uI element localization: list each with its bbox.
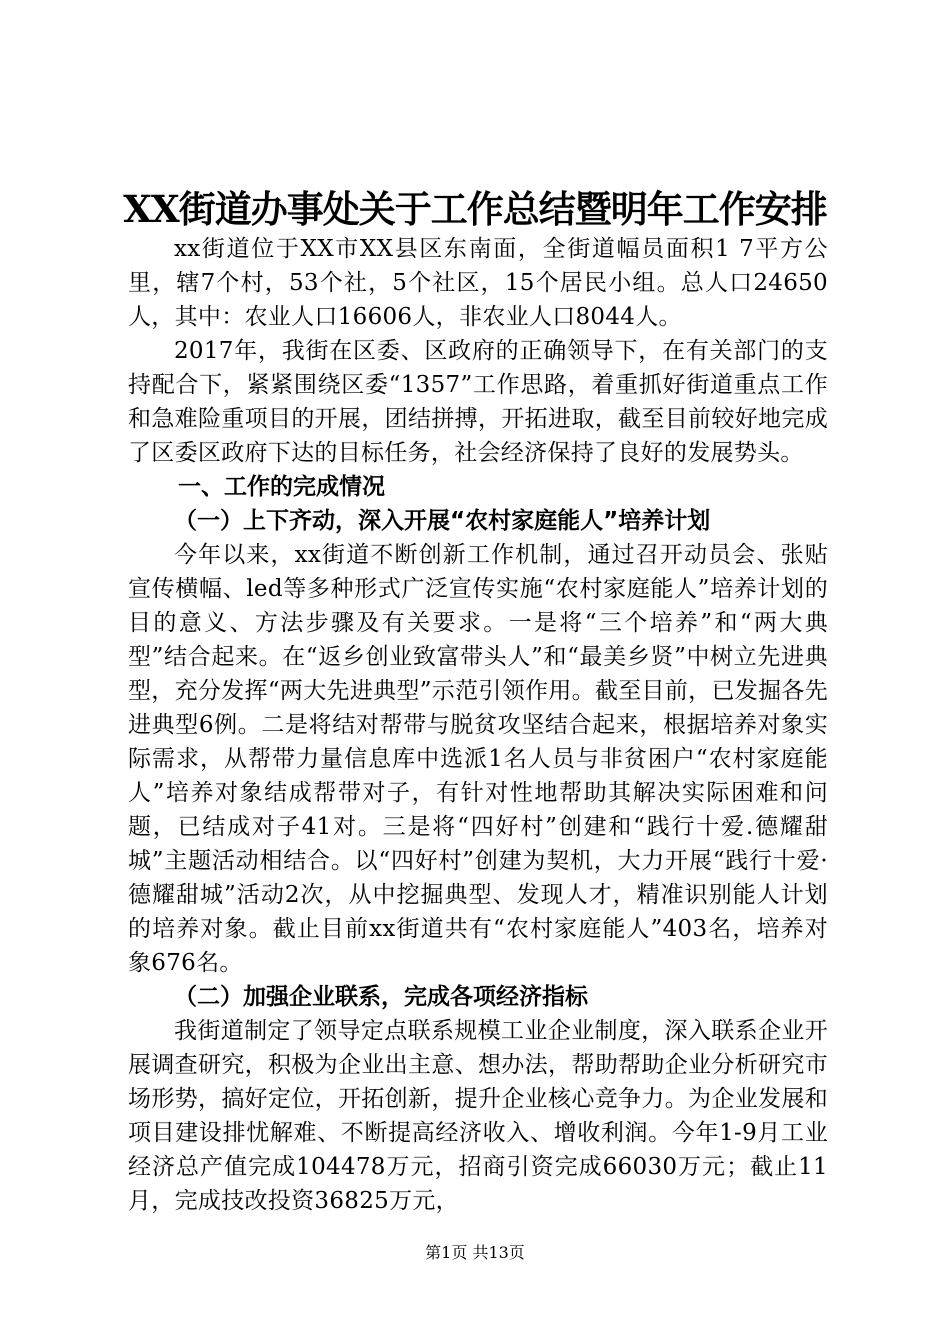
section-heading: 一、工作的完成情况: [178, 474, 385, 500]
subsection-text-2: 我街道制定了领导定点联系规模工业企业制度，深入联系企业开展调查研究，积极为企业出主意、想办法，帮助帮助企业分析研究市场形势，搞好定位，开拓创新，提升企业核心竞争力。为企业发展和项目建设排忧解难、不断提高经济收入、增收利润。今年1-9月工业经济总产值完成104478万元，招商引资完成66030万元；截止11月，完成技改投资36825万元，: [128, 1018, 828, 1214]
document-body: [128, 232, 828, 1218]
paragraph-intro: xx街道位于XX市XX县区东南面，全街道幅员面积1 7平方公里，辖7个村，53个社，5个社区，15个居民小组。总人口24650人，其中：农业人口16606人，非农业人口8044人。: [128, 236, 828, 330]
paragraph-overview: 2017年，我街在区委、区政府的正确领导下，在有关部门的支持配合下，紧紧围绕区委“1357”工作思路，着重抓好街道重点工作和急难险重项目的开展，团结拼搏，开拓进取，截至目前较好地完成了区委区政府下达的目标任务，社会经济保持了良好的发展势头。: [128, 338, 828, 466]
subsection-text-1: 今年以来，xx街道不断创新工作机制，通过召开动员会、张贴宣传横幅、led等多种形式广泛宣传实施“农村家庭能人”培养计划的目的意义、方法步骤及有关要求。一是将“三个培养”和“两大典型”结合起来。在“返乡创业致富带头人”和“最美乡贤”中树立先进典型，充分发挥“两大先进典型”示范引领作用。截至目前，已发掘各先进典型6例。二是将结对帮带与脱贫攻坚结合起来，根据培养对象实际需求，从帮带力量信息库中选派1名人员与非贫困户“农村家庭能人”培养对象结成帮带对子，有针对性地帮助其解决实际困难和问题，已结成对子41对。三是将“四好村”创建和“践行十爱.德耀甜城”主题活动相结合。以“四好村”创建为契机，大力开展“践行十爱·德耀甜城”活动2次，从中挖掘典型、发现人才，精准识别能人计划的培养对象。截止目前xx街道共有“农村家庭能人”403名，培养对象676名。: [128, 542, 828, 976]
page-indicator: 第1页 共13页: [425, 1243, 525, 1262]
subsection-heading-1: （一）上下齐动，深入开展“农村家庭能人”培养计划: [174, 508, 711, 534]
document-title: XX街道办事处关于工作总结暨明年工作安排: [123, 187, 827, 231]
subsection-heading-2: （二）加强企业联系，完成各项经济指标: [174, 984, 588, 1010]
